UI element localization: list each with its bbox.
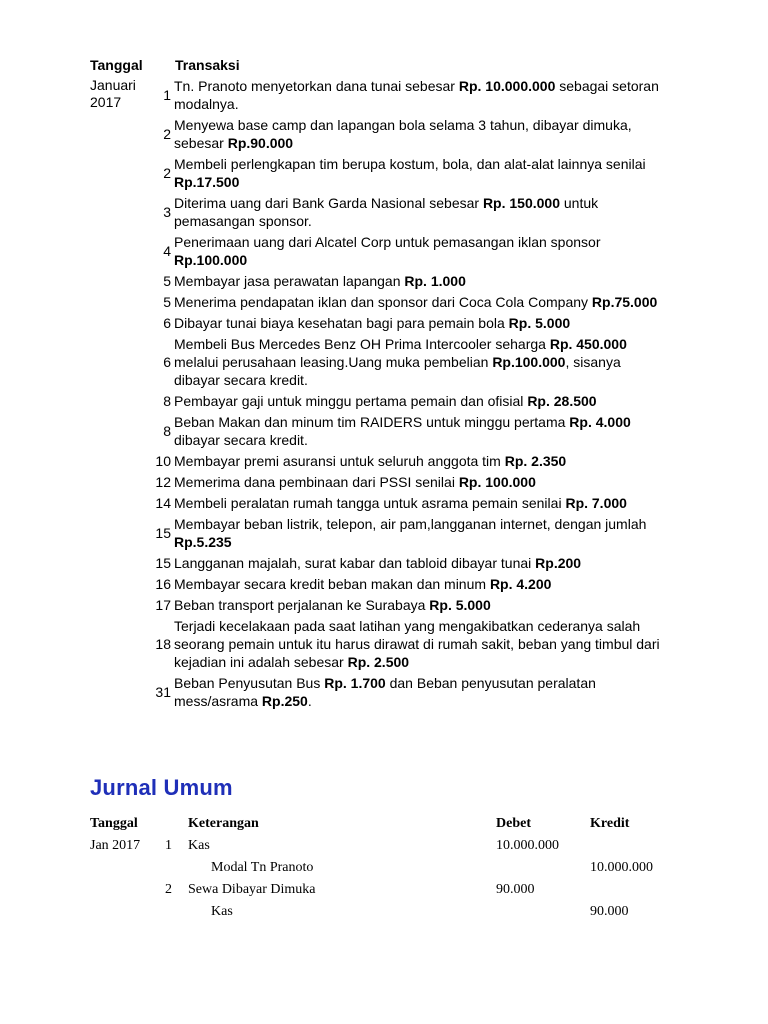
transaction-text: Membeli peralatan rumah tangga untuk asrama pemain senilai [174, 495, 566, 511]
transaction-amount: Rp.75.000 [591, 294, 658, 310]
transaction-row [90, 77, 690, 113]
transaction-row [90, 116, 690, 152]
transaction-row [90, 314, 690, 332]
transaction-text: Terjadi kecelakaan pada saat latihan yang mengakibatkan cederanya salah seorang pemain untuk itu harus dirawat di rumah sakit, beban yang timbul dari kejadian ini adalah sebesar [174, 618, 660, 670]
transaction-day: 2 [163, 125, 171, 142]
jurnal-row [90, 860, 690, 882]
transaction-day: 2 [163, 164, 171, 181]
jurnal-account: Kas [211, 904, 233, 919]
transactions-list [90, 77, 690, 713]
transaction-text: Membeli perlengkapan tim berupa kostum, bola, dan alat-alat lainnya senilai [174, 156, 646, 172]
transaction-day: 15 [155, 524, 171, 541]
transaction-text: untuk pemasangan sponsor. [174, 195, 599, 229]
transaction-row [90, 674, 690, 710]
transaction-row [90, 194, 690, 230]
transaction-text: dan Beban penyusutan peralatan mess/asrama [174, 675, 596, 709]
transaction-text: Penerimaan uang dari Alcatel Corp untuk pemasangan iklan sponsor [174, 234, 601, 250]
jurnal-day: 1 [165, 838, 172, 853]
jurnal-body [90, 838, 690, 926]
transaction-description [174, 293, 664, 311]
transaction-text: Menyewa base camp dan lapangan bola selama 3 tahun, dibayar dimuka, sebesar [174, 117, 632, 151]
transaction-day: 14 [155, 494, 171, 511]
transaction-text: Memerima dana pembinaan dari PSSI senilai [174, 474, 459, 490]
transaction-description [174, 233, 664, 269]
transaction-day: 1 [163, 86, 171, 103]
transaction-amount: Rp.5.235 [174, 534, 232, 550]
transaction-row [90, 272, 690, 290]
transaction-text: Menerima pendapatan iklan dan sponsor dari Coca Cola Company [174, 294, 592, 310]
transaction-amount: Rp.100.000 [174, 252, 248, 268]
transaction-day: 5 [163, 272, 171, 289]
transaction-amount: Rp. 4.000 [569, 414, 631, 430]
transaction-row [90, 392, 690, 410]
transaction-text: Beban Penyusutan Bus [174, 675, 325, 691]
transaction-day: 6 [163, 314, 171, 331]
transaction-day: 10 [155, 452, 171, 469]
transaction-day: 18 [155, 635, 171, 652]
transaction-text: Membeli Bus Mercedes Benz OH Prima Intercooler seharga [174, 336, 550, 352]
transaction-amount: Rp.17.500 [174, 174, 240, 190]
transaction-text: melalui perusahaan leasing.Uang muka pembelian [174, 354, 493, 370]
jurnal-kredit: 90.000 [590, 904, 629, 919]
jurnal-row [90, 882, 690, 904]
transaction-day: 17 [155, 596, 171, 613]
transaction-description [174, 77, 664, 113]
transaction-description [174, 116, 664, 152]
transaction-text: Tn. Pranoto menyetorkan dana tunai sebesar [174, 78, 459, 94]
transaction-description [174, 452, 664, 470]
transaction-row [90, 452, 690, 470]
transaction-text: Diterima uang dari Bank Garda Nasional sebesar [174, 195, 483, 211]
transaction-day: 15 [155, 554, 171, 571]
jurnal-day: 2 [165, 882, 172, 897]
transaction-day: 31 [155, 683, 171, 700]
transaction-day: 16 [155, 575, 171, 592]
transaction-amount: Rp.100.000 [492, 354, 566, 370]
transaction-text: Langganan majalah, surat kabar dan tabloid dibayar tunai [174, 555, 536, 571]
transaction-description [174, 674, 664, 710]
jurnal-row [90, 838, 690, 860]
transaction-description [174, 413, 664, 449]
transaction-row [90, 617, 690, 671]
transaction-row [90, 554, 690, 572]
transaction-day: 8 [163, 392, 171, 409]
transaction-amount: Rp. 450.000 [549, 336, 627, 352]
jurnal-header-desc: Keterangan [188, 816, 259, 831]
jurnal-row [90, 904, 690, 926]
transaction-row [90, 473, 690, 491]
transaction-amount: Rp.200 [535, 555, 582, 571]
jurnal-debet: 10.000.000 [496, 838, 559, 853]
jurnal-debet: 90.000 [496, 882, 535, 897]
transaction-text: , sisanya dibayar secara kredit. [174, 354, 621, 388]
transaction-row [90, 575, 690, 593]
transaction-month: Januari 2017 [90, 77, 136, 110]
transaction-text: Membayar beban listrik, telepon, air pam,langganan internet, dengan jumlah [174, 516, 647, 532]
transaction-description [174, 596, 664, 614]
transaction-amount: Rp.250 [261, 693, 308, 709]
transaction-description [174, 314, 664, 332]
transaction-row [90, 233, 690, 269]
transaction-amount: Rp. 1.000 [404, 273, 466, 289]
transaction-row [90, 494, 690, 512]
transaction-text: Membayar secara kredit beban makan dan minum [174, 576, 490, 592]
transaction-amount: Rp. 4.200 [489, 576, 552, 592]
transaction-amount: Rp. 100.000 [458, 474, 536, 490]
jurnal-kredit: 10.000.000 [590, 860, 653, 875]
transaction-amount: Rp. 10.000.000 [458, 78, 556, 94]
header-date: Tanggal [90, 57, 143, 73]
transaction-text: Membayar jasa perawatan lapangan [174, 273, 405, 289]
transaction-text: sebagai setoran modalnya. [174, 78, 659, 112]
transaction-text: . [307, 693, 312, 709]
transaction-amount: Rp. 7.000 [565, 495, 627, 511]
transaction-day: 12 [155, 473, 171, 490]
transaction-row [90, 155, 690, 191]
transaction-description [174, 272, 664, 290]
transaction-amount: Rp. 28.500 [527, 393, 597, 409]
jurnal-header-kredit: Kredit [590, 816, 630, 831]
transaction-description [174, 194, 664, 230]
transaction-description [174, 494, 664, 512]
transaction-day: 6 [163, 353, 171, 370]
jurnal-header-row [90, 816, 690, 838]
transaction-description [174, 617, 664, 671]
transaction-row [90, 413, 690, 449]
transaction-amount: Rp. 5.000 [429, 597, 491, 613]
transaction-description [174, 575, 664, 593]
transaction-day: 3 [163, 203, 171, 220]
transaction-day: 8 [163, 422, 171, 439]
transaction-description [174, 473, 664, 491]
transaction-text: Dibayar tunai biaya kesehatan bagi para pemain bola [174, 315, 509, 331]
transaction-day: 4 [163, 242, 171, 259]
transaction-text: Membayar premi asuransi untuk seluruh anggota tim [174, 453, 505, 469]
transaction-amount: Rp. 2.500 [347, 654, 410, 670]
transaction-amount: Rp. 5.000 [508, 315, 571, 331]
jurnal-umum-title: Jurnal Umum [90, 775, 233, 800]
transaction-text: Pembayar gaji untuk minggu pertama pemain dan ofisial [174, 393, 528, 409]
transaction-amount: Rp. 2.350 [504, 453, 567, 469]
transaction-amount: Rp. 150.000 [482, 195, 560, 211]
transaction-amount: Rp.90.000 [227, 135, 294, 151]
transaction-row [90, 515, 690, 551]
jurnal-header-debet: Debet [496, 816, 531, 831]
transaction-row [90, 596, 690, 614]
transaction-row [90, 293, 690, 311]
jurnal-header-date: Tanggal [90, 816, 138, 831]
transaction-day: 5 [163, 293, 171, 310]
transaction-description [174, 515, 664, 551]
jurnal-date: Jan 2017 [90, 838, 141, 853]
jurnal-table [90, 816, 690, 926]
jurnal-account: Kas [188, 838, 210, 853]
header-transaction: Transaksi [175, 57, 240, 73]
transaction-description [174, 554, 664, 572]
transaction-text: Beban Makan dan minum tim RAIDERS untuk minggu pertama [174, 414, 570, 430]
transaction-row [90, 335, 690, 389]
transaction-description [174, 155, 664, 191]
jurnal-account: Modal Tn Pranoto [211, 860, 314, 875]
jurnal-account: Sewa Dibayar Dimuka [188, 882, 316, 897]
transaction-description [174, 335, 664, 389]
transaction-text: Beban transport perjalanan ke Surabaya [174, 597, 430, 613]
transaction-description [174, 392, 664, 410]
transaction-amount: Rp. 1.700 [324, 675, 386, 691]
transaction-text: dibayar secara kredit. [174, 432, 308, 448]
